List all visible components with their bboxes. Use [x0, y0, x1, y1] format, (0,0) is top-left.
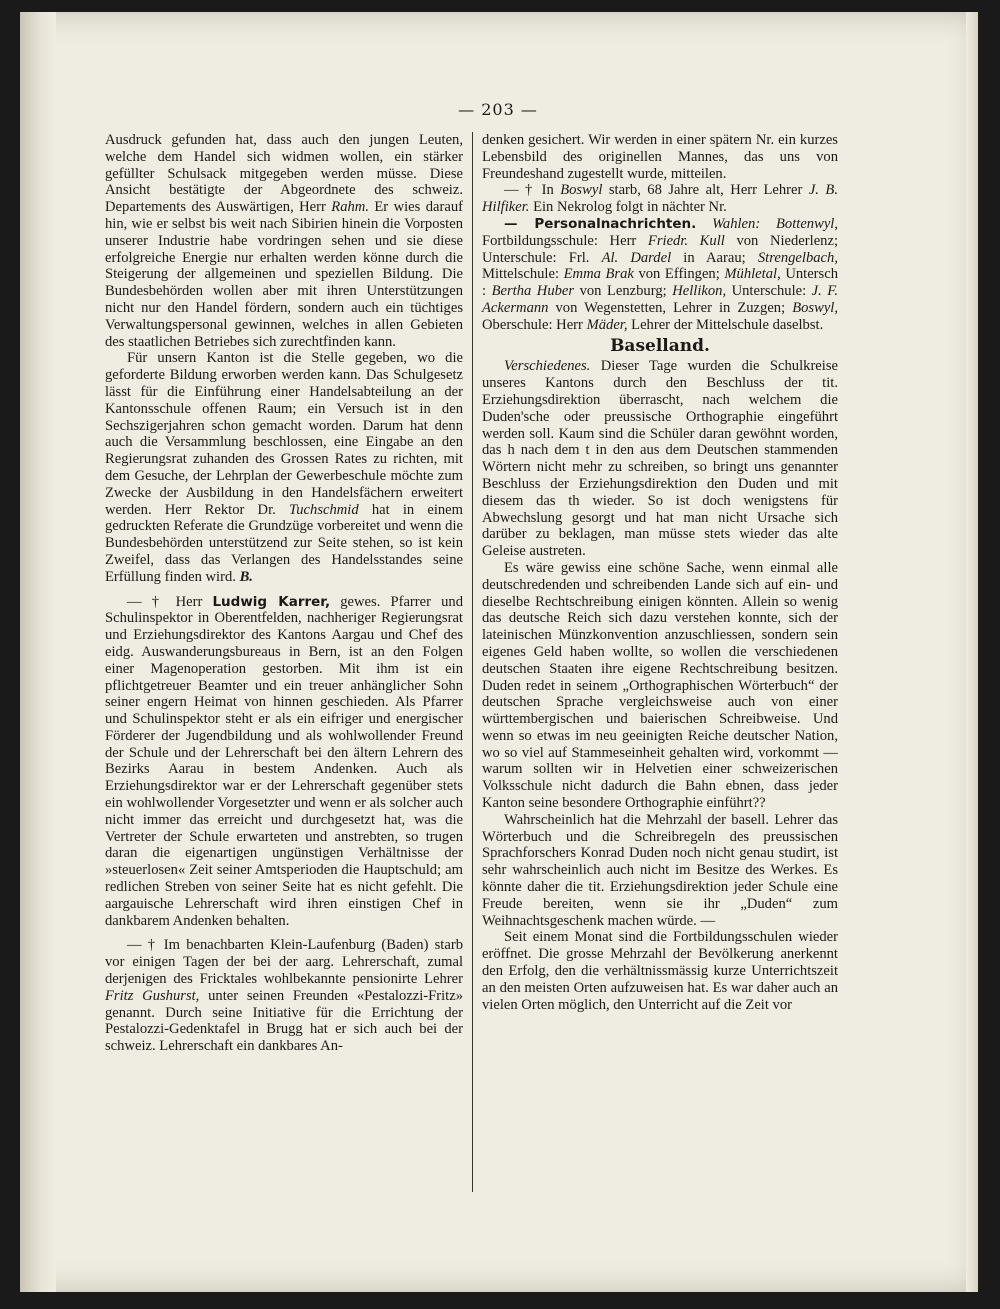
text: von Lenzburg; [579, 283, 667, 300]
text: Fortbildungsschule: Herr [482, 232, 637, 249]
person-name: Al. Dardel [601, 249, 672, 266]
text: Unterschule: [731, 283, 807, 300]
place-name: Strengelbach, [757, 249, 838, 266]
section-label: — Personalnachrichten. [504, 215, 697, 232]
paragraph [482, 358, 838, 560]
text: — † Herr [127, 593, 203, 610]
person-name: Friedr. Kull [647, 232, 725, 249]
text: Untersch : [482, 266, 838, 300]
text: Lehrer der Mittelschule daselbst. [631, 316, 824, 333]
text: von Wegenstetten, Lehrer in Zuzgen; [555, 299, 786, 316]
paragraph [482, 182, 838, 216]
text: Mittelschule: [482, 266, 560, 283]
author-signature: B. [239, 568, 253, 585]
text: Wahlen: [712, 215, 761, 232]
right-column [482, 132, 838, 1013]
place-name: Bottenwyl, [776, 215, 839, 232]
person-name: J. F. Ackermann [482, 283, 838, 316]
person-name: Bertha Huber [491, 283, 575, 300]
text: Für unsern Kanton ist die Stelle gegeben, wo die geforderte Bildung erworben werden kann. Das Schulgesetz lässt für die Einführung einer Handelsabteilung an der Kantonsschule offenen Raum; ein Versuch ist in den Sechszigerjahren schon gemacht worden. Darum hat denn auch die Versammlung beschlossen, eine Eingabe an den Regierungsrat zuhanden des Grossen Rates zu richten, mit dem Gesuche, der Lehrplan der Gewerbeschule möchte zum Zwecke der Ausbildung in den Handelsfächern erweitert werden. Herr Rektor Dr. [105, 350, 463, 518]
text: Dieser Tage wurden die Schulkreise unseres Kantons durch den Beschluss der tit. Erziehungsdirektion überrascht, nach welchem die Duden'sche oder preussische Orthographie eingeführt werden soll. Kaum sind die Schüler daran gewöhnt worden, das h nach dem t in den aus dem Deutschen stammenden Wörtern nicht mehr zu schreiben, so bringt uns genannter Beschluss der Erziehungsdirektion den Duden und mit diesem das th wieder. So ist doch wenigstens für Abwechslung gesorgt und hat man nicht Ursache sich darüber zu beklagen, man müsse stets wieder das alte Geleise austreten. [482, 358, 838, 560]
page-gutter [20, 12, 56, 1292]
paragraph: Es wäre gewiss eine schöne Sache, wenn einmal alle deutschredenden und schreibenden Lande sich auf ein- und dieselbe Rechtschreibung einigen könnten. Allein so wenig das deutsche Reich sich dazu verstehen konnte, sich der lateinischen Münzkonvention anzuschliessen, sondern sein eigenes Geld haben wollte, so wollen die verschiedenen deutschen Staaten ihre eigene Rechtschreibung besitzen. Duden redet in seinem „Orthographischen Wörterbuch“ der deutschen Sprache vergleichsweise auch von einer württembergischen und baierischen Schreibweise. Und wenn so etwas im neu geeinigten Reiche deutscher Nation, wo so viel auf Stammeseinheit gehalten wird, vorkommt — warum sollten wir in Helvetien einer schweizerischen Volksschule nicht dadurch die Bahn ebnen, dass jeder Kanton seine besondere Orthographie einführt?? [482, 559, 838, 812]
text: Oberschule: Herr [482, 316, 583, 333]
person-name: Tuchschmid [288, 501, 359, 518]
text: in Aarau; [683, 249, 746, 266]
left-column [105, 132, 463, 1055]
paragraph: Wahrscheinlich hat die Mehrzahl der basell. Lehrer das Wörterbuch und die Schreibregeln des preussischen Sprachforschers Konrad Duden noch nicht genau studirt, ist sehr wahrscheinlich auch nicht im Besitze des Werkes. Es könnte daher die tit. Erziehungsdirektion jeder Schule eine Freude bereiten, wenn sie ihr „Duden“ zum Weihnachtsgeschenk machen würde. — [482, 811, 838, 929]
page-edge [966, 12, 978, 1292]
text: von Effingen; [638, 266, 720, 283]
person-name: Fritz Gushurst, [105, 987, 200, 1004]
text: hat in einem gedruckten Referate die Grundzüge vorbereitet und wenn die Bundesbehörden unterstützend zur Seite stehen, so ist kein Zweifel, dass das Verlangen des Handelsstandes seine Erfüllung finden wird. [105, 501, 463, 585]
text: Ein Nekrolog folgt in nächter Nr. [533, 199, 727, 216]
text: starb, 68 Jahre alt, Herr Lehrer [608, 182, 803, 199]
paragraph [105, 937, 463, 1055]
text: denken gesichert. Wir werden in einer spätern Nr. ein kurzes Lebensbild des originellen Mannes, das uns von Freundeshand zugestellt wurde, mitteilen. [482, 132, 838, 182]
place-name: Boswyl [560, 182, 603, 199]
document-page [20, 12, 978, 1292]
text: Ausdruck gefunden hat, dass auch den jungen Leuten, welche dem Handel sich widmen wollen, ein stärker gefüllter Schulsack mitgegeben werden müsse. Diese Ansicht bestätigte der Abgeordnete des schweiz. Departements des Auswärtigen, Herr [105, 132, 463, 216]
text: — † In [504, 182, 554, 199]
person-name: Rahm. [331, 199, 369, 216]
text: unter seinen Freunden «Pestalozzi-Fritz» genannt. Durch seine Initiative für die Errichtung der Pestalozzi-Gedenktafel in Brugg hat er sich auch bei der schweiz. Lehrerschaft ein dankbares An- [105, 987, 463, 1055]
person-name: J. B. Hilfiker. [482, 182, 838, 216]
person-name: Ludwig Karrer, [212, 593, 331, 610]
text: Er wies darauf hin, wie er selbst bis weit nach Sibirien hinein die Vorposten unserer Industrie habe vordringen sehen und sie diese erfolgreiche Energie nur erhalten werden könne durch die Steigerung der allgemeinen und speziellen Bildung. Die Bundesbehörden wollen aber mit ihren Unterstützungen nicht nur den Handel fördern, sondern auch ein tüchtiges Verwaltungspersonal gewinnen, welches in allen Gebieten des staatlichen Betriebes sich zurechtfinden kann. [105, 199, 463, 350]
section-heading: Baselland. [610, 335, 710, 356]
paragraph [105, 350, 463, 585]
paragraph [105, 132, 463, 350]
person-name: Mäder, [586, 316, 628, 333]
paragraph [105, 594, 463, 930]
paragraph [482, 216, 838, 334]
place-name: Mühletal, [724, 266, 781, 283]
lead-word: Verschiedenes. [504, 358, 591, 375]
text: von Niederlenz; Unterschule: Frl. [482, 232, 839, 266]
paragraph [482, 132, 838, 182]
column-divider [472, 132, 473, 1192]
place-name: Hellikon, [672, 283, 727, 300]
place-name: Boswyl, [792, 299, 839, 316]
page-number: — 203 — [458, 100, 538, 119]
paragraph: Seit einem Monat sind die Fortbildungsschulen wieder eröffnet. Die grosse Mehrzahl der Bevölkerung anerkennt den Erfolg, den die verhältnissmässig kurze Unterrichtszeit an den meisten Orten aufzuweisen hat. Es war daher auch an vielen Orten möglich, den Unterricht auf die Zeit vor [482, 929, 838, 1013]
text: — † Im benachbarten Klein-Laufenburg (Baden) starb vor einigen Tagen der bei der aarg. Lehrerschaft, zumal derjenigen des Fricktales wohlbekannte pensionirte Lehrer [105, 937, 463, 988]
text: gewes. Pfarrer und Schulinspektor in Oberentfelden, nachheriger Regierungsrat und Erziehungsdirektor des Kantons Aargau und Chef des eidg. Auswanderungsbureaus in Bern, ist an den Folgen einer Magenoperation gestorben. Mit ihm ist ein pflichtgetreuer Beamter und ein treuer anhänglicher Sohn seiner engern Heimat von hinnen geschieden. Als Pfarrer und Schulinspektor steht er als ein eifriger und energischer Förderer der Jugendbildung und als wohlwollender Freund der Schule und der Lehrerschaft bei den ältern Lehrern des Bezirks Aarau in bestem Andenken. Auch als Erziehungsdirektor war er der Lehrerschaft gegenüber stets ein wohlwollender Vorgesetzter und wenn er als solcher auch nicht immer das erreicht und durchgesetzt hat, was die Vertreter der Schule erwarteten und anstrebten, so trugen daran die eigenartigen ungünstigen Verhältnisse der »steuerlosen« Zeit seiner Amtsperioden die Hauptschuld; am redlichen Streben von seiner Seite hat es nicht gefehlt. Die aargauische Lehrerschaft wird ihren einstigen Chef in dankbarem Andenken behalten. [105, 593, 463, 929]
person-name: Emma Brak [563, 266, 634, 283]
